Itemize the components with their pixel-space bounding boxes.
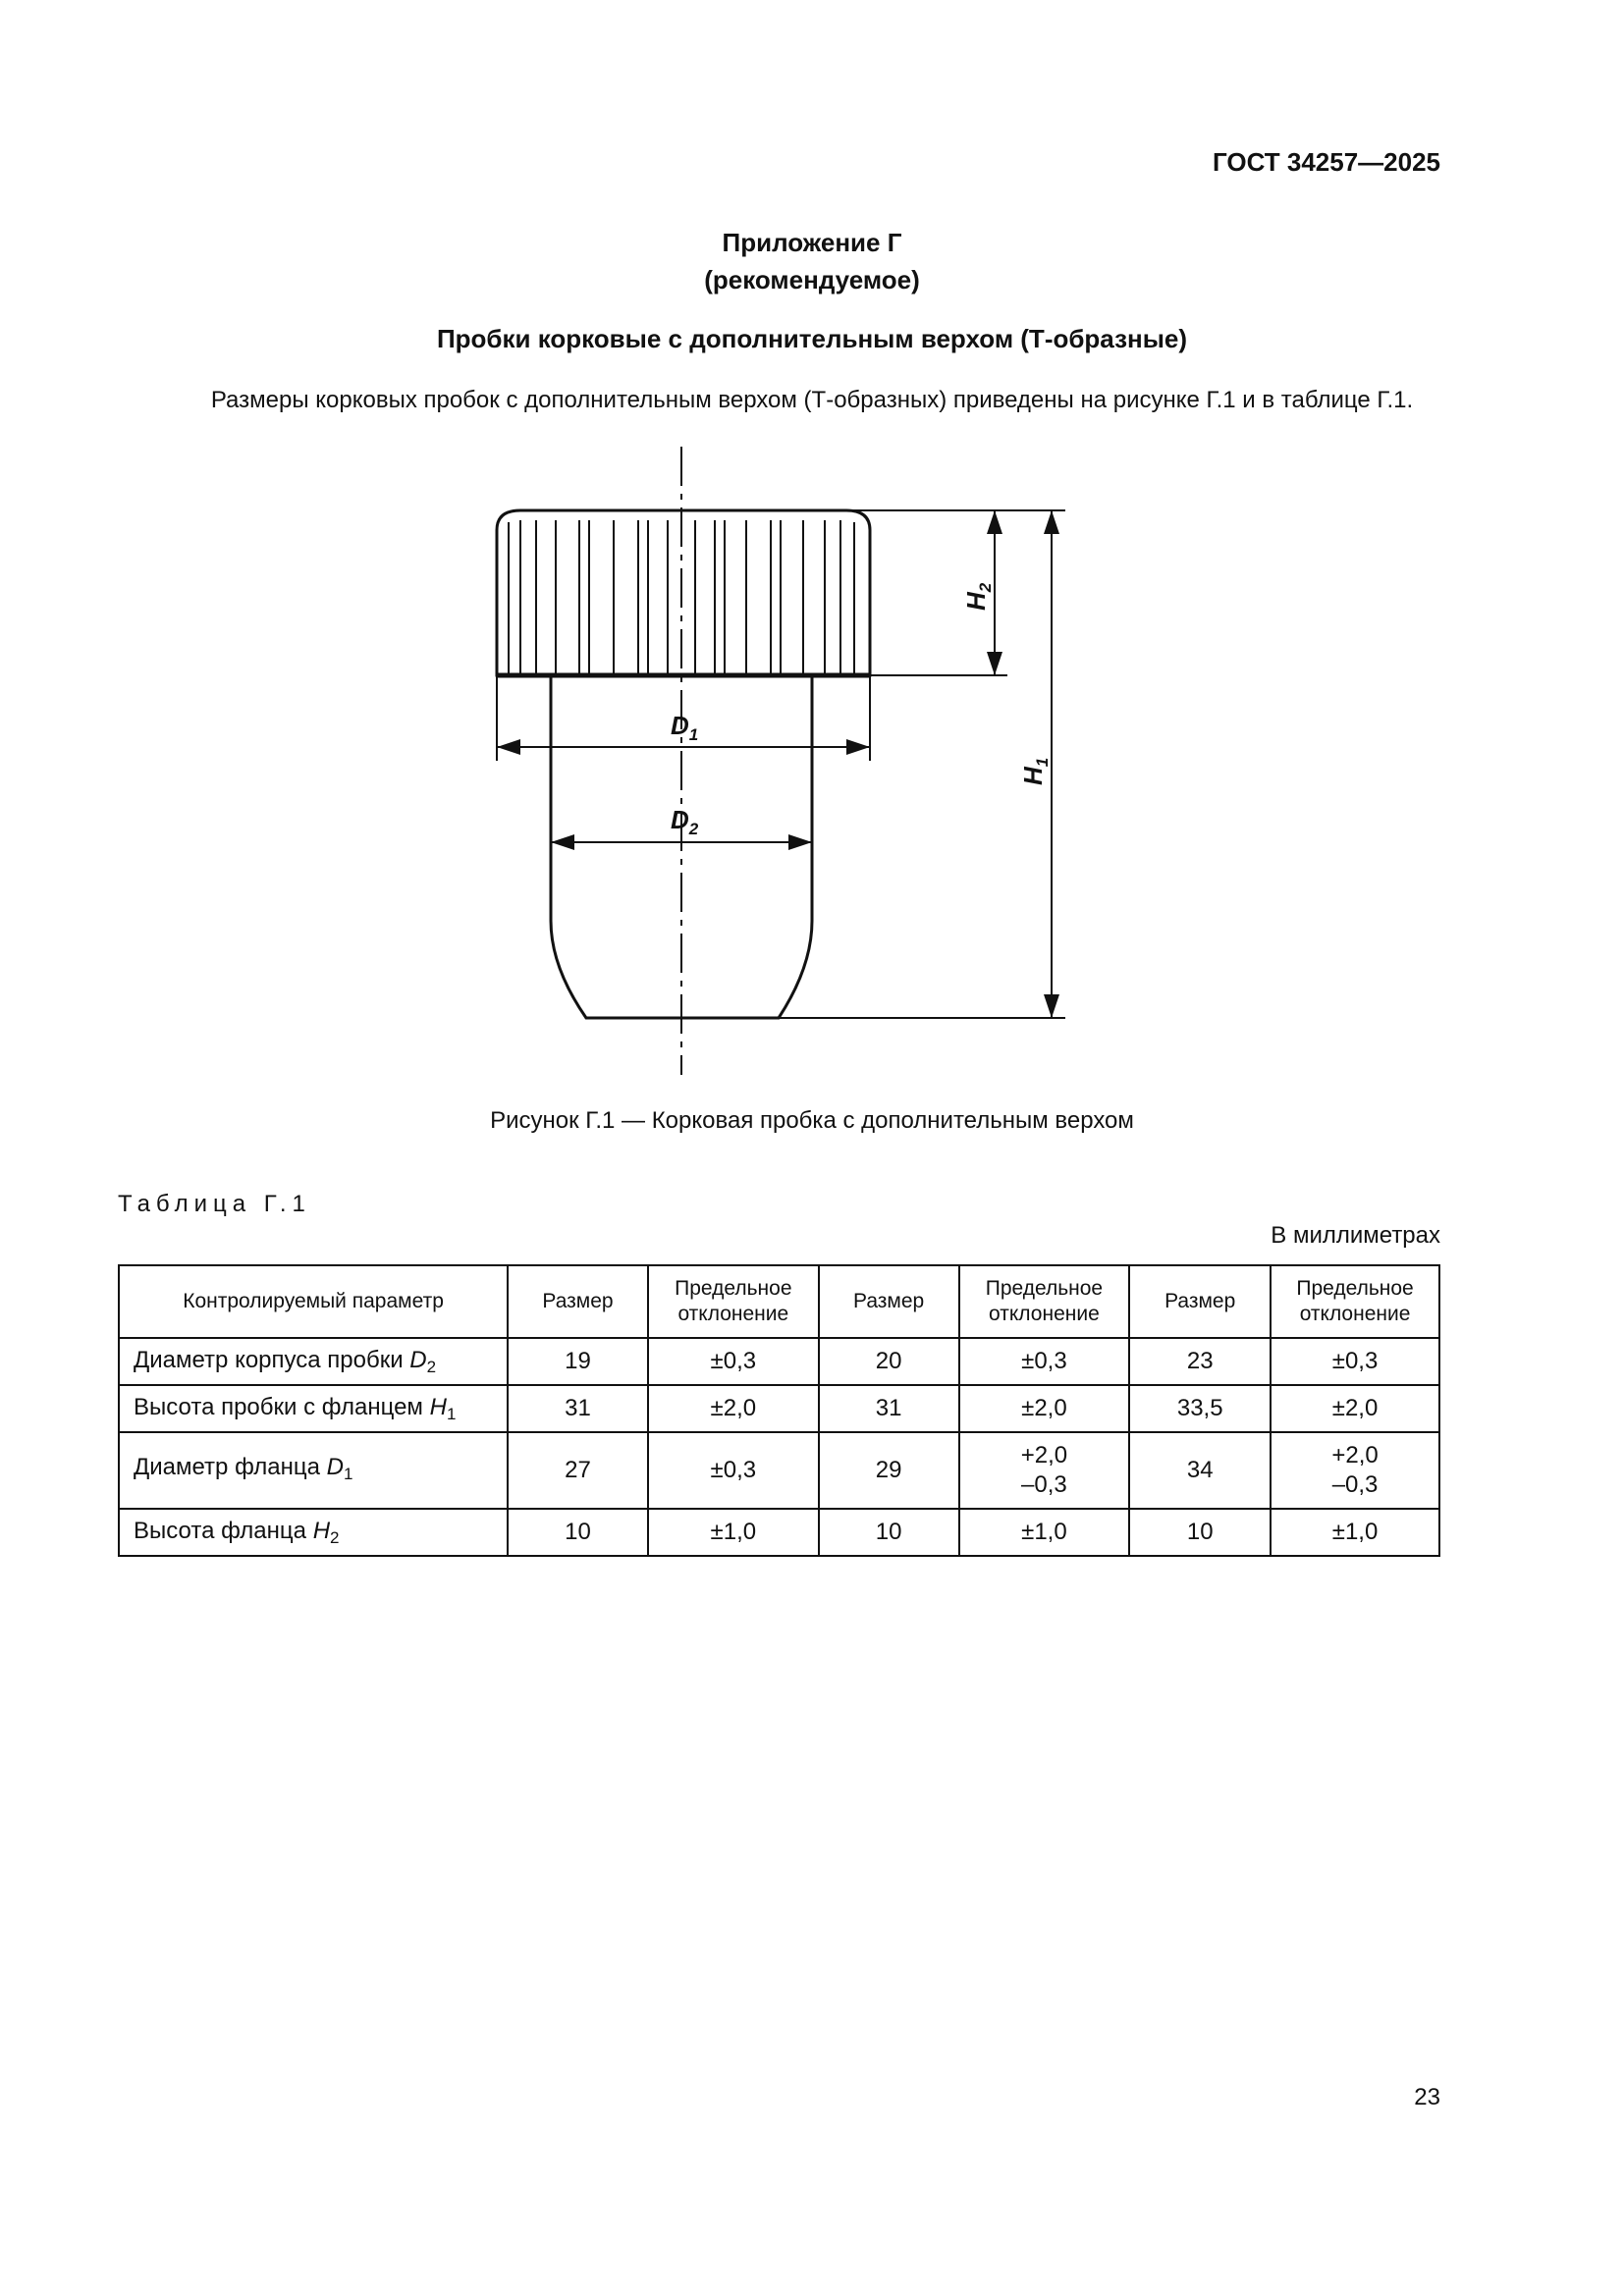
param-name: Диаметр корпуса пробки	[134, 1346, 404, 1373]
d2-sub: 2	[688, 820, 699, 838]
document-number: ГОСТ 34257—2025	[1213, 147, 1440, 177]
value-cell: 34	[1129, 1432, 1271, 1509]
header-size: Размер	[819, 1265, 959, 1338]
param-name: Высота пробки с фланцем	[134, 1393, 423, 1420]
tolerance-cell: ±2,0	[648, 1385, 819, 1432]
tolerance-cell: ±0,3	[959, 1338, 1130, 1385]
param-symbol: H	[429, 1393, 447, 1420]
h1-sub: 1	[1033, 757, 1052, 768]
tolerance-cell: ±0,3	[648, 1432, 819, 1509]
param-name: Диаметр фланца	[134, 1453, 320, 1480]
stopper-cap	[497, 510, 870, 675]
tolerance-cell: ±1,0	[648, 1509, 819, 1556]
header-tolerance: Предельное отклонение	[959, 1265, 1130, 1338]
appendix-status: (рекомендуемое)	[704, 265, 920, 294]
table-units: В миллиметрах	[1271, 1222, 1440, 1249]
tolerance-cell: +2,0 –0,3	[959, 1432, 1130, 1509]
param-symbol: D	[326, 1453, 344, 1480]
value-cell: 31	[508, 1385, 648, 1432]
param-subscript: 2	[330, 1527, 340, 1547]
value-cell: 10	[1129, 1509, 1271, 1556]
table-header-row	[119, 1265, 1439, 1338]
table-row	[119, 1432, 1439, 1509]
tolerance-cell: ±0,3	[1271, 1338, 1439, 1385]
value-cell: 33,5	[1129, 1385, 1271, 1432]
header-size: Размер	[508, 1265, 648, 1338]
param-name: Высота фланца	[134, 1517, 307, 1544]
h2-sub: 2	[976, 582, 995, 593]
param-cell	[119, 1509, 508, 1556]
value-cell: 27	[508, 1432, 648, 1509]
dimensions-table	[118, 1264, 1440, 1557]
tolerance-cell: ±2,0	[1271, 1385, 1439, 1432]
h1-letter: H	[1018, 767, 1048, 785]
param-subscript: 1	[344, 1464, 353, 1483]
tolerance-cell: ±0,3	[648, 1338, 819, 1385]
table-row	[119, 1338, 1439, 1385]
header-parameter: Контролируемый параметр	[119, 1265, 508, 1338]
table-row	[119, 1509, 1439, 1556]
value-cell: 19	[508, 1338, 648, 1385]
param-subscript: 2	[426, 1357, 437, 1376]
param-symbol: D	[409, 1346, 427, 1373]
param-subscript: 1	[446, 1404, 457, 1423]
h2-label	[961, 582, 995, 611]
intro-paragraph: Размеры корковых пробок с дополнительным верхом (Т-образных) приведены на рисунке Г.1 и в таблице Г.1.	[210, 387, 1414, 413]
tolerance-cell: ±1,0	[1271, 1509, 1439, 1556]
stopper-drawing	[432, 442, 1100, 1090]
d1-letter: D	[671, 711, 689, 740]
page-number: 23	[1414, 2084, 1440, 2110]
h2-letter: H	[961, 592, 991, 611]
table-label: Таблица Г.1	[118, 1191, 311, 1217]
value-cell: 31	[819, 1385, 959, 1432]
value-cell: 10	[819, 1509, 959, 1556]
tolerance-cell: +2,0 –0,3	[1271, 1432, 1439, 1509]
section-title: Пробки корковые с дополнительным верхом (Т-образные)	[436, 324, 1188, 353]
header-size: Размер	[1129, 1265, 1271, 1338]
d1-sub: 1	[688, 725, 699, 744]
figure-caption: Рисунок Г.1 — Корковая пробка с дополнительным верхом	[490, 1107, 1134, 1134]
value-cell: 29	[819, 1432, 959, 1509]
header-tolerance: Предельное отклонение	[1271, 1265, 1439, 1338]
param-cell	[119, 1432, 508, 1509]
value-cell: 23	[1129, 1338, 1271, 1385]
appendix-title: Приложение Г	[722, 228, 902, 257]
tolerance-cell: ±1,0	[959, 1509, 1130, 1556]
param-cell	[119, 1385, 508, 1432]
d2-letter: D	[671, 805, 689, 834]
tolerance-cell: ±2,0	[959, 1385, 1130, 1432]
h1-label	[1018, 758, 1052, 785]
value-cell: 20	[819, 1338, 959, 1385]
table-row	[119, 1385, 1439, 1432]
param-symbol: H	[312, 1517, 331, 1544]
value-cell: 10	[508, 1509, 648, 1556]
appendix-heading	[0, 224, 1624, 298]
header-tolerance: Предельное отклонение	[648, 1265, 819, 1338]
d1-label	[671, 711, 698, 744]
param-cell	[119, 1338, 508, 1385]
d2-label	[671, 805, 699, 838]
